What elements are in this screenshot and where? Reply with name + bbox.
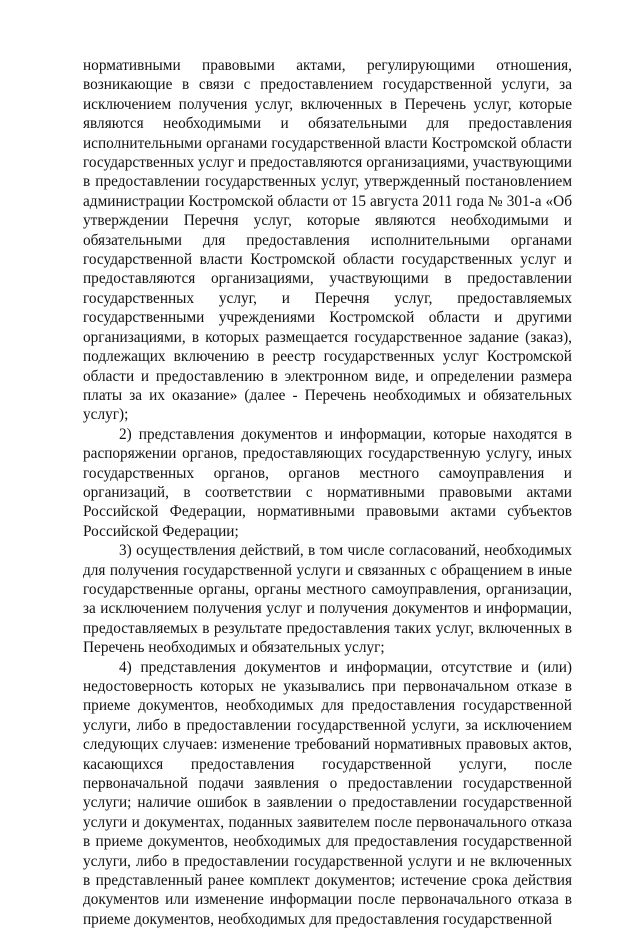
- paragraph-item-2: 2) представления документов и информации, которые находятся в распоряжении органов, предоставляющих государственную услугу, иных государственных органов, органов местного самоуправления и организаций, в соответствии с нормативными правовыми актами Российской Федерации, нормативными правовыми актами субъектов Российской Федерации;: [83, 425, 572, 540]
- paragraph-continuation: нормативными правовыми актами, регулирующими отношения, возникающие в связи с предоставлением государственной услуги, за исключением получения услуг, включенных в Перечень услуг, которые являются необходимыми и обязательными для предоставления исполнительными органами государственной власти Костромской области государственных услуг и предоставляются организациями, участвующими в предоставлении государственных услуг, утвержденный постановлением администрации Костромской области от 15 августа 2011 года № 301-а «Об утверждении Перечня услуг, которые являются необходимыми и обязательными для предоставления исполнительными органами государственной власти Костромской области государственных услуг и предоставляются организациями, участвующими в предоставлении государственных услуг, и Перечня услуг, предоставляемых государственными учреждениями Костромской области и другими организациями, в которых размещается государственное задание (заказ), подлежащих включению в реестр государственных услуг Костромской области и предоставлению в электронном виде, и определении размера платы за их оказание» (далее - Перечень необходимых и обязательных услуг);: [83, 57, 572, 424]
- paragraph-item-4: 4) представления документов и информации, отсутствие и (или) недостоверность которых не указывались при первоначальном отказе в приеме документов, необходимых для предоставления государственной услуги, либо в предоставлении государственной услуги, за исключением следующих случаев: изменение требований нормативных правовых актов, касающихся предоставления государственной услуги, после первоначальной подачи заявления о предоставлении государственной услуги; наличие ошибок в заявлении о предоставлении государственной услуги и документах, поданных заявителем после первоначального отказа в приеме документов, необходимых для предоставления государственной услуги, либо в предоставлении государственной услуги и не включенных в представленный ранее комплект документов; истечение срока действия документов или изменение информации после первоначального отказа в приеме документов, необходимых для предоставления государственной: [83, 658, 572, 928]
- document-page: [83, 56, 572, 929]
- paragraph-item-3: 3) осуществления действий, в том числе согласований, необходимых для получения государственной услуги и связанных с обращением в иные государственные органы, органы местного самоуправления, организации, за исключением получения услуг и получения документов и информации, предоставляемых в результате предоставления таких услуг, включенных в Перечень необходимых и обязательных услуг;: [83, 542, 572, 657]
